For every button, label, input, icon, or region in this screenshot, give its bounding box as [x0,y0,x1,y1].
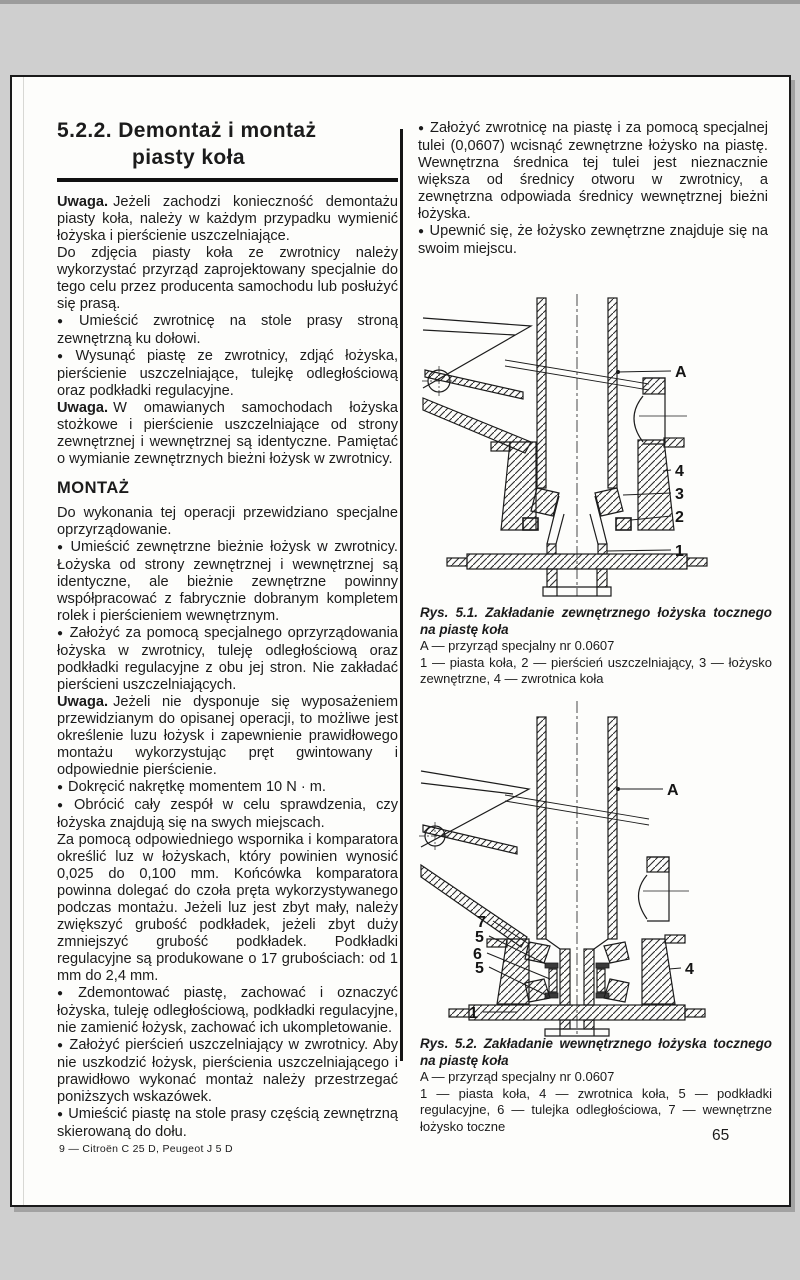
paragraph-text: Do zdjęcia piasty koła ze zwrotnicy należy wykorzystać przyrząd zaprojektowany specjalnie do tego celu przez producenta samochodu lub posłużyć się prasą. [57,245,398,312]
bullet-paragraph [57,313,398,348]
caption-legend-parts: 1 — piasta koła, 2 — pierścień uszczelniający, 3 — łożysko zewnętrzne, 4 — zwrotnica koła [420,654,772,686]
bullet-paragraph [57,348,398,400]
paragraph-text: Założyć pierścień uszczelniający w zwrotnicy. Aby nie uszkodzić łożysk, pierścienia uszczelniającego i prawidłowo wykonać montaż należy przestrzegać poniższych wskazówek. [57,1037,399,1105]
paragraph-text: Obrócić cały zespół w celu sprawdzenia, czy łożyska znajdują się na swych miejscach. [57,797,398,831]
figure2-label-4: 4 [685,961,694,978]
bullet-paragraph [57,797,398,832]
bullet-paragraph [57,625,398,694]
paragraph [57,832,398,985]
montaz-subheading: MONTAŻ [57,479,130,497]
paragraph-text: Dokręcić nakrętkę momentem 10 N · m. [68,779,326,795]
bullet-marker: ● [57,799,70,811]
caption-legend-a: A — przyrząd specjalny nr 0.0607 [420,1069,615,1084]
steering-knuckle-section [491,438,684,530]
paragraph-text: Założyć zwrotnicę na piastę i za pomocą specjalnej tulei (0,0607) wcisnąć zewnętrzne łożysko na piastę. Wewnętrzna średnica tej tulei jest nieznacznie większa od średnicy otworu w zwrotnicy, a zewnętrzna odpowiada średnicy wewnętrznej bieżni łożyska. [418,120,768,222]
paragraph-text: Do wykonania tej operacji przewidziano specjalne oprzyrządowanie. [57,505,398,538]
paragraph-text: Upewnić się, że łożysko zewnętrzne znajduje się na swoim miejscu. [418,223,769,257]
figure1-label-4: 4 [675,463,684,480]
paragraph-text: Umieścić zwrotnicę na stole prasy stroną zewnętrzną ku dołowi. [57,313,398,347]
bullet-marker: ● [57,350,71,362]
figure2-label-a: A [667,782,679,799]
paragraph [57,245,398,313]
paragraph [57,505,398,539]
page-number: 65 [712,1127,730,1144]
bullet-marker: ● [57,1108,64,1120]
section-number: 5.2.2. [57,119,112,142]
figure-5-2-caption [420,1035,772,1135]
note-paragraph [57,400,398,468]
bullet-marker: ● [57,1039,65,1051]
caption-legend-a: A — przyrząd specjalny nr 0.0607 [420,638,615,653]
paragraph-text: Jeżeli zachodzi konieczność demontażu piasty koła, należy w każdym przypadku wymienić łożyska i pierścienie uszczelniające. [57,194,398,244]
paragraph-text: Założyć za pomocą specjalnego oprzyrządowania łożyska w zwrotnicy, tuleję odległościową oraz podkładki regulacyjne z obu jej stron. Nie zakładać pierścieni uszczelniających. [57,625,398,693]
note-label: Uwaga. [57,194,109,210]
note-label: Uwaga. [57,400,109,416]
figure2-label-6: 6 [473,946,482,963]
bullet-paragraph [57,1106,398,1141]
caption-title: Rys. 5.1. Zakładanie zewnętrznego łożyska tocznego na piastę koła [420,605,772,637]
figure-5-1-caption [420,604,772,688]
knuckle-boss [634,378,687,444]
figure-5-1 [417,292,777,600]
bullet-paragraph [57,985,398,1037]
figure2-label-1: 1 [469,1005,478,1022]
figure2-label-5b: 5 [475,960,484,977]
bullet-paragraph [57,779,398,797]
paragraph-text: Za pomocą odpowiedniego wspornika i komparatora określić luz w łożyskach, który powinien wynosić 0,025 do 0,100 mm. Końcówka komparatora powinna dolegać do czoła pręta wykorzystywanego podczas montażu. Jeżeli luz jest zbyt mały, należy zwiększyć grubość podkładek, jeżeli zbyt duży zmniejszyć grubość podkładek. Podkładki regulacyjne są produkowane o 17 grubościach: od 1 mm do 2,4 mm. [57,832,398,984]
bullet-paragraph [57,539,398,625]
figure2-label-5a: 5 [475,929,484,946]
bullet-marker: ● [57,781,64,793]
note-paragraph [57,694,398,779]
caption-legend-parts: 1 — piasta koła, 4 — zwrotnica koła, 5 — podkładki regulacyjne, 6 — tulejka odległościowa, 7 — wewnętrzne łożysko toczne [420,1085,772,1134]
paragraph-text: Jeżeli nie dysponuje się wyposażeniem przewidzianym do opisanej operacji, to możliwe jest określenie luzu łożysk i zapewnienie prawidłowego montażu wykorzystując pręt gwintowany i odpowiednie pierścienie. [57,694,398,778]
bullet-paragraph [418,120,768,223]
paragraph-text: Wysunąć piastę ze zwrotnicy, zdjąć łożyska, pierścienie uszczelniające, tulejkę odległościową oraz podkładki regulacyjne. [57,348,399,399]
figure1-label-2: 2 [675,509,684,526]
figure1-label-1: 1 [675,543,684,560]
scanner-background-strip [0,0,800,4]
bullet-marker: ● [57,627,65,639]
bullet-marker: ● [57,987,74,999]
figure1-label-a: A [675,364,687,381]
paragraph-text: Zdemontować piastę, zachować i oznaczyć łożyska, tuleję odległościową, podkładki regulacyjne, nie zamienić łożysk, zachować ich ukompletowanie. [57,985,398,1036]
page-edge-line [23,77,24,1205]
left-column [57,117,398,1141]
figure-5-2 [417,699,777,1037]
figure2-label-7: 7 [477,914,486,931]
manual-page [10,75,791,1207]
column-divider-rule [400,129,403,1061]
paragraph-text: Umieścić zewnętrzne bieżnie łożysk w zwrotnicy. Łożyska od strony zewnętrznej i wewnętrznej są identyczne, ale bieżnie zewnętrzne powinny współpracować z fabrycznie dobranym kompletem rolek i pierścieniem wewnętrznym. [57,539,398,624]
paragraph-text: Umieścić piastę na stole prasy częścią zewnętrzną skierowaną do dołu. [57,1106,398,1140]
section-title-line2: piasty koła [132,146,245,169]
footer-book-title: 9 — Citroën C 25 D, Peugeot J 5 D [59,1143,233,1155]
bullet-marker: ● [418,225,425,237]
bullet-marker: ● [418,122,426,134]
note-paragraph [57,194,398,245]
press-arm [419,771,529,947]
right-column [418,120,768,258]
figure1-label-3: 3 [675,486,684,503]
bullet-paragraph [418,223,768,258]
bullet-marker: ● [57,315,74,327]
note-label: Uwaga. [57,694,109,710]
bullet-marker: ● [57,541,66,553]
press-arm [422,318,531,453]
section-heading [57,117,398,171]
paragraph-text: W omawianych samochodach łożyska stożkowe i pierścienie uszczelniające od strony zewnętrznej i wewnętrznej są identyczne. Pamiętać o wymianie zewnętrznych bieżni łożysk w zwrotnicy. [57,400,398,467]
bullet-paragraph [57,1037,398,1106]
section-title-line1: Demontaż i montaż [118,119,317,142]
caption-title: Rys. 5.2. Zakładanie wewnętrznego łożyska tocznego na piastę koła [420,1036,772,1068]
heading-rule [57,178,398,182]
knuckle-boss [639,857,690,921]
